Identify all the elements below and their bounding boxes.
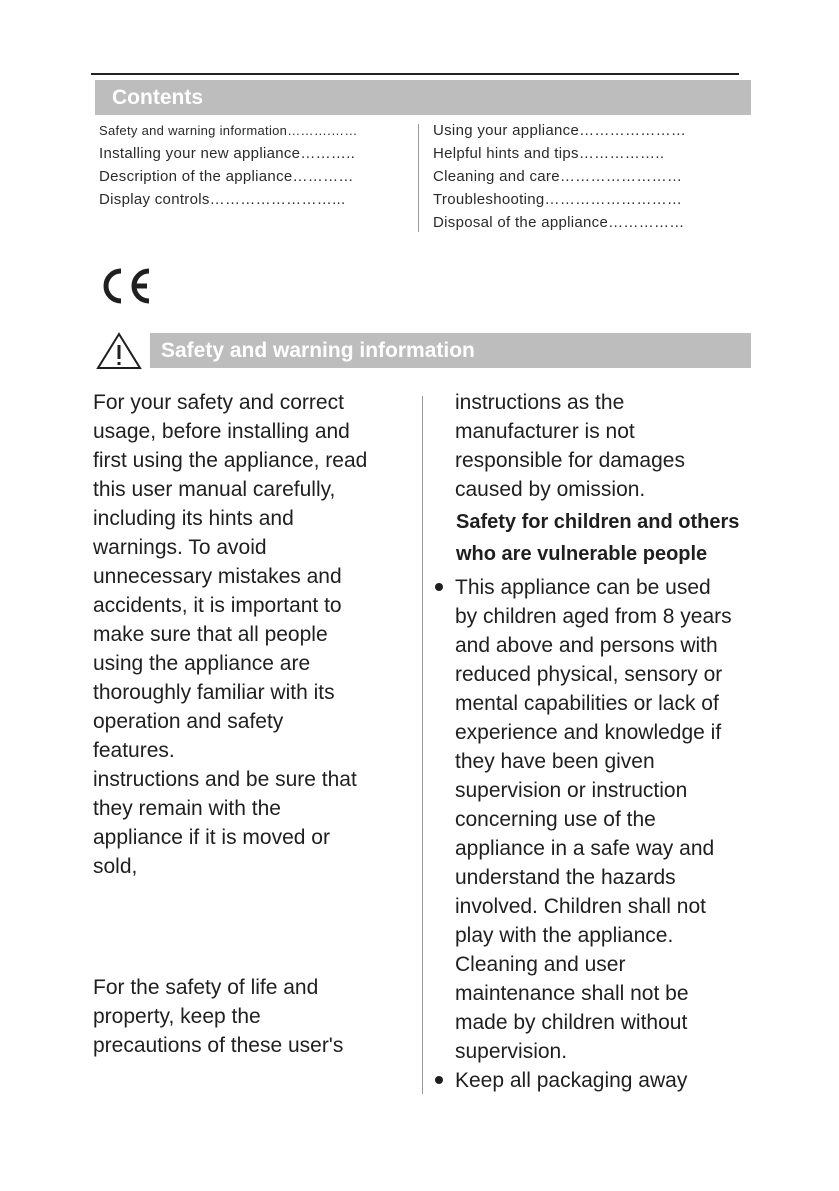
- text-line: concerning use of the: [455, 808, 656, 831]
- toc-item[interactable]: Helpful hints and tips……………..: [433, 145, 665, 162]
- toc-item[interactable]: Cleaning and care……………………: [433, 168, 683, 185]
- top-rule: [91, 73, 739, 75]
- toc-divider: [418, 124, 419, 232]
- safety-heading: Safety and warning information: [150, 333, 751, 368]
- text-line: first using the appliance, read: [93, 449, 368, 472]
- text-line: instructions and be sure that: [93, 768, 357, 791]
- text-line: unnecessary mistakes and: [93, 565, 342, 588]
- text-line: maintenance shall not be: [455, 982, 689, 1005]
- text-line: supervision or instruction: [455, 779, 688, 802]
- toc-item[interactable]: Using your appliance…………………: [433, 122, 687, 139]
- text-line: play with the appliance.: [455, 924, 674, 947]
- text-line: this user manual carefully,: [93, 478, 336, 501]
- text-line: they have been given: [455, 750, 655, 773]
- warning-triangle-icon: [96, 332, 142, 370]
- subheading-line: Safety for children and others: [456, 511, 740, 533]
- bullet-item-children: [455, 573, 795, 1095]
- text-line: appliance in a safe way and: [455, 837, 715, 860]
- text-line: warnings. To avoid: [93, 536, 267, 559]
- text-line: operation and safety: [93, 710, 284, 733]
- text-line: This appliance can be used: [455, 576, 711, 599]
- text-line: features.: [93, 739, 175, 762]
- text-line: thoroughly familiar with its: [93, 681, 335, 704]
- bullet-icon: [435, 583, 443, 591]
- text-line: instructions as the: [455, 391, 625, 414]
- text-line: caused by omission.: [455, 478, 646, 501]
- text-line: sold,: [93, 855, 138, 878]
- text-line: make sure that all people: [93, 623, 328, 646]
- text-line: using the appliance are: [93, 652, 311, 675]
- text-line: precautions of these user's: [93, 1034, 344, 1057]
- text-line: usage, before installing and: [93, 420, 350, 443]
- text-line: involved. Children shall not: [455, 895, 706, 918]
- text-line: reduced physical, sensory or: [455, 663, 723, 686]
- safety-left-text: [93, 388, 413, 881]
- text-line: supervision.: [455, 1040, 568, 1063]
- text-line: by children aged from 8 years: [455, 605, 732, 628]
- text-line: responsible for damages: [455, 449, 685, 472]
- text-line: experience and knowledge if: [455, 721, 722, 744]
- contents-heading: Contents: [95, 80, 751, 115]
- text-line: appliance if it is moved or: [93, 826, 330, 849]
- text-line: understand the hazards: [455, 866, 676, 889]
- toc-item[interactable]: Safety and warning information……….……: [99, 123, 358, 138]
- toc-right-column: [433, 119, 686, 234]
- text-line: accidents, it is important to: [93, 594, 342, 617]
- column-divider: [422, 396, 423, 1094]
- ce-mark-icon: [97, 266, 153, 306]
- text-line: made by children without: [455, 1011, 688, 1034]
- children-safety-subheading: [456, 506, 816, 570]
- text-line: For your safety and correct: [93, 391, 344, 414]
- text-line: they remain with the: [93, 797, 281, 820]
- text-line: manufacturer is not: [455, 420, 635, 443]
- toc-item[interactable]: Disposal of the appliance……………: [433, 214, 685, 231]
- text-line: property, keep the: [93, 1005, 261, 1028]
- text-line: Keep all packaging away: [455, 1069, 688, 1092]
- safety-right-text: [455, 388, 795, 504]
- text-line: Cleaning and user: [455, 953, 626, 976]
- toc-item[interactable]: Troubleshooting………………………: [433, 191, 683, 208]
- toc-left-column: [99, 119, 358, 211]
- text-line: mental capabilities or lack of: [455, 692, 719, 715]
- text-line: and above and persons with: [455, 634, 718, 657]
- safety-left-text-2: [93, 973, 413, 1060]
- bullet-icon: [435, 1076, 443, 1084]
- toc-item[interactable]: Installing your new appliance………..: [99, 145, 356, 162]
- toc-item[interactable]: Display controls……………………...: [99, 191, 346, 208]
- text-line: For the safety of life and: [93, 976, 319, 999]
- text-line: including its hints and: [93, 507, 294, 530]
- subheading-line: who are vulnerable people: [456, 543, 708, 565]
- toc-item[interactable]: Description of the appliance…………: [99, 168, 354, 185]
